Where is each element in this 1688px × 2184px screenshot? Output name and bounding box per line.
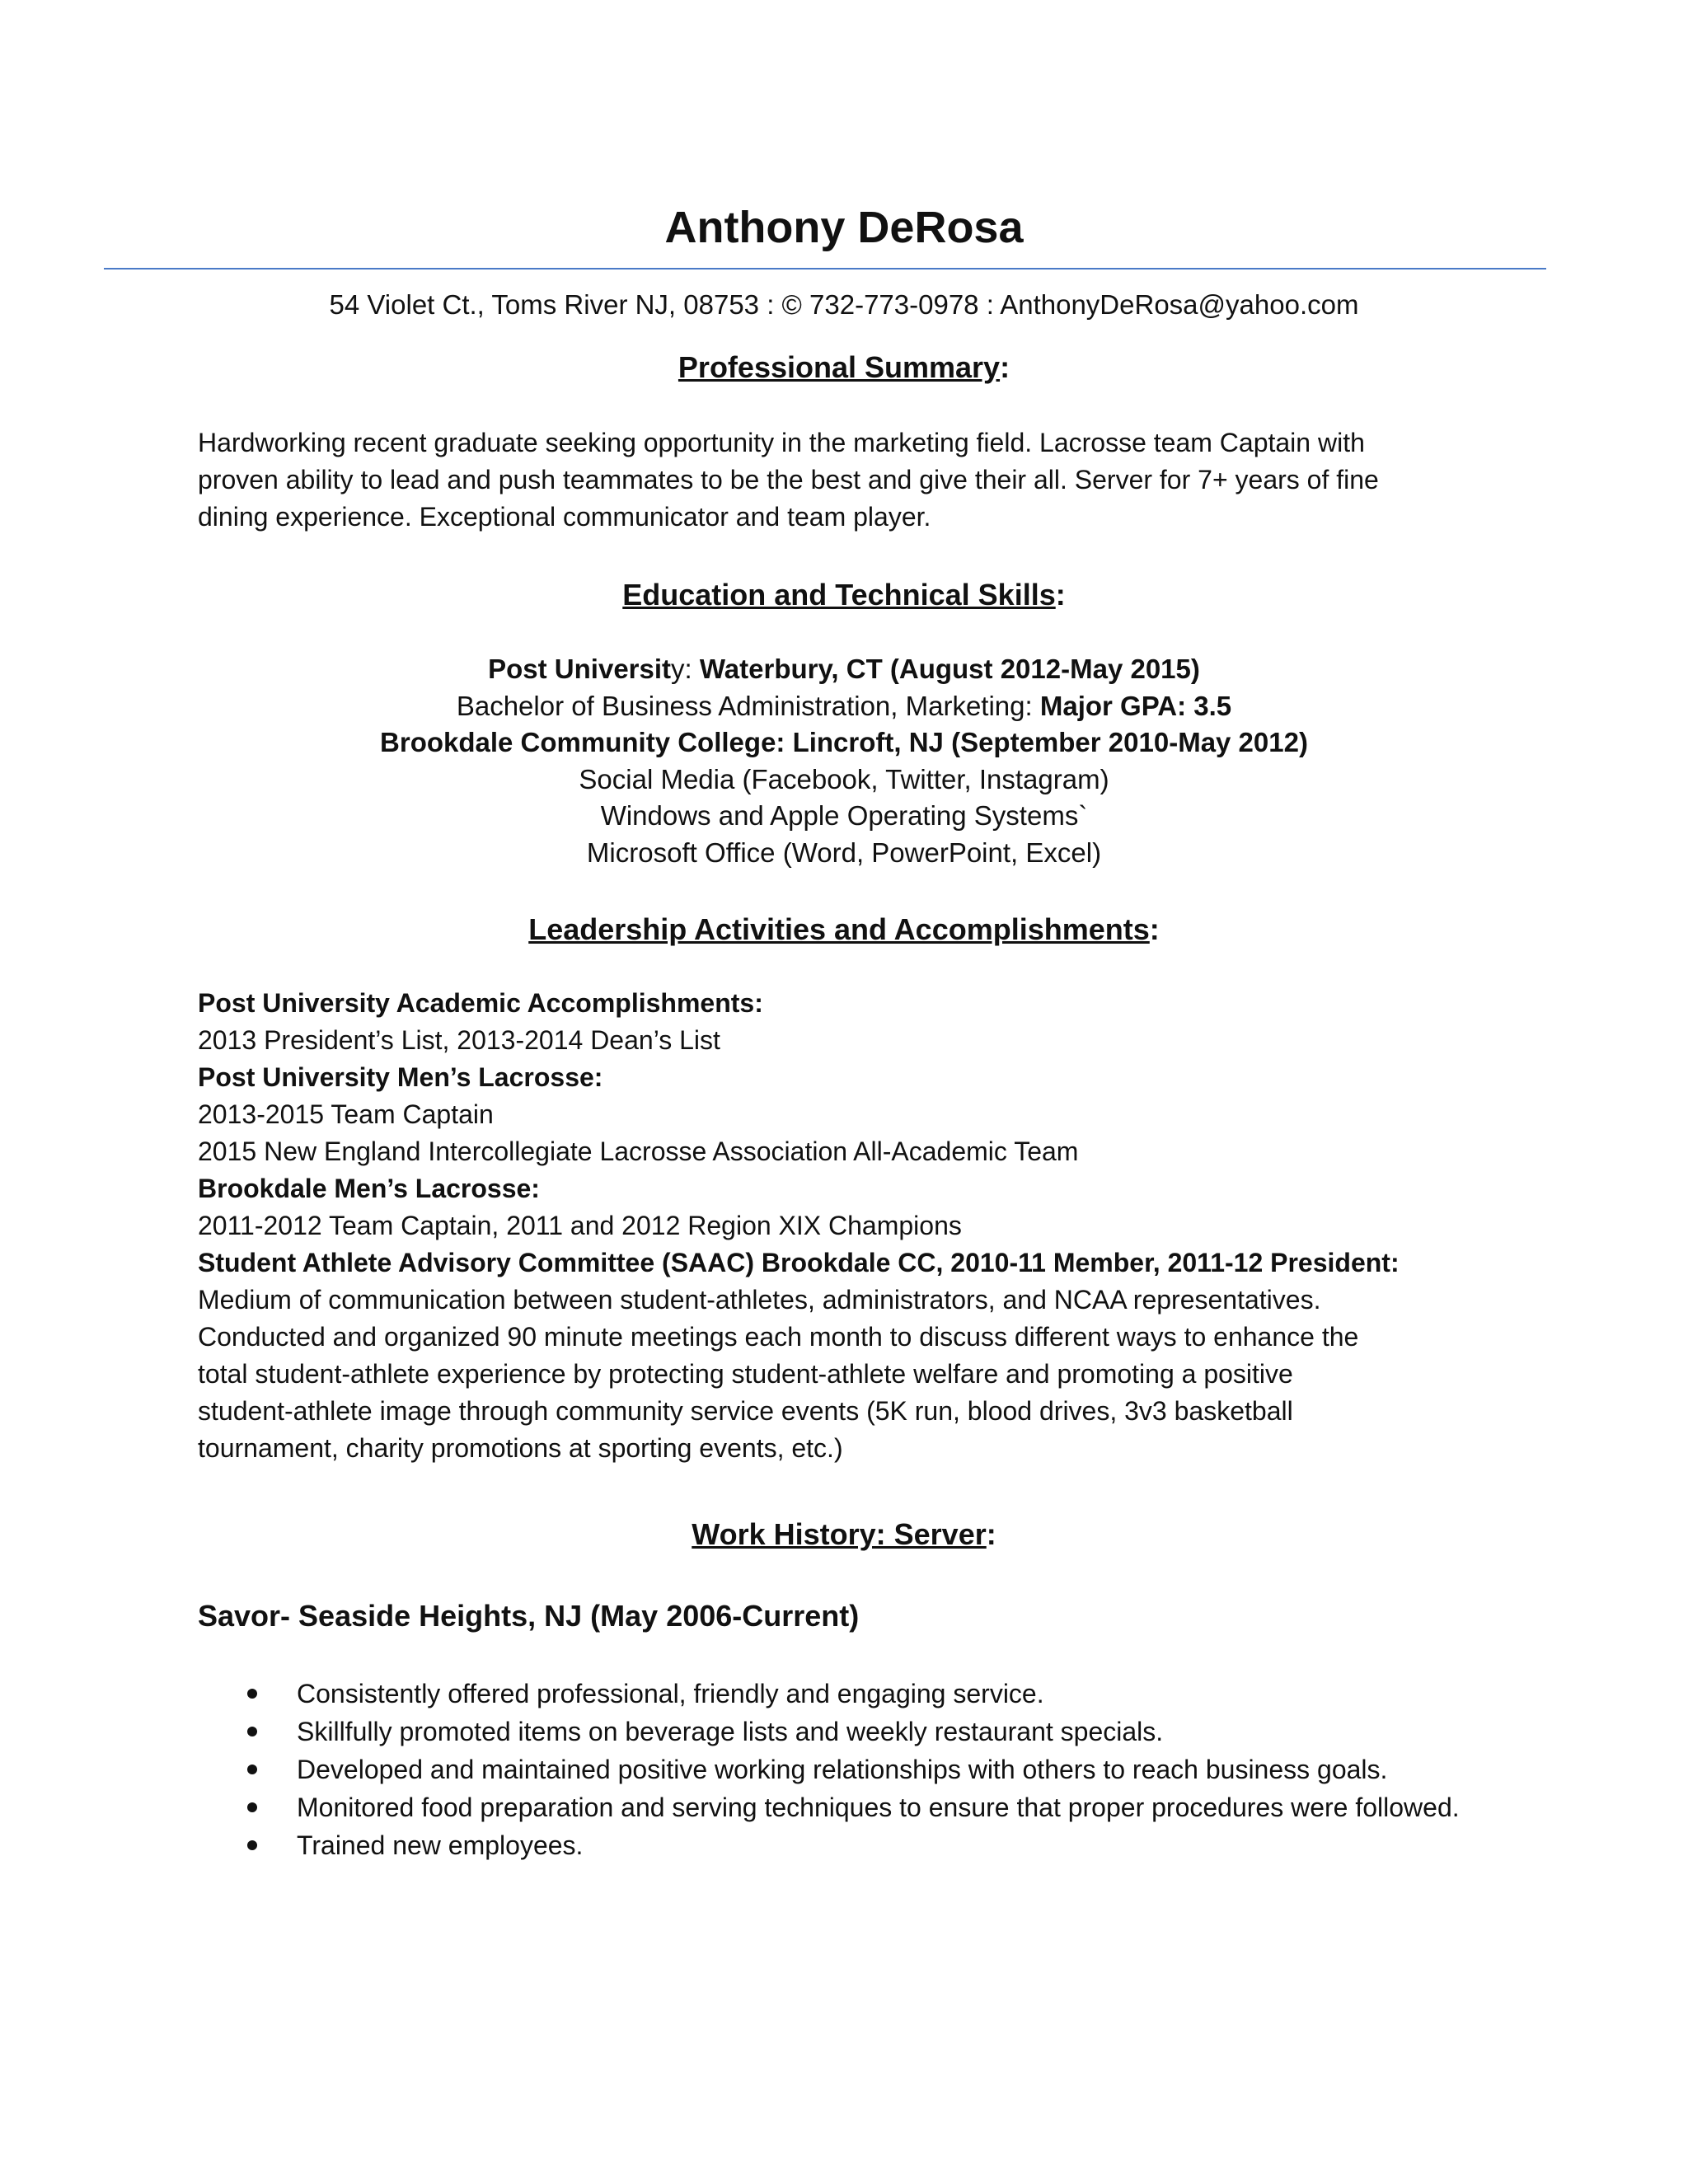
skill-line: Social Media (Facebook, Twitter, Instagram) [579,763,1109,794]
saac-line: student-athlete image through community service events (5K run, blood drives, 3v3 basketball [198,1396,1293,1426]
summary-heading [0,347,1688,388]
bullet-icon [247,1689,257,1699]
work-heading [0,1514,1688,1555]
education-heading [0,574,1688,616]
post-university-name-tail: y [671,654,685,684]
bullet-icon [247,1765,257,1774]
degree-text: Bachelor of Business Administration, Marketing: [456,690,1040,721]
education-block [0,651,1688,871]
post-university-name: Post Universit [488,654,672,684]
leadership-block [198,985,1517,1467]
summary-paragraph [198,424,1517,536]
lacrosse-item: 2013-2015 Team Captain [198,1099,494,1129]
summary-heading-text: Professional Summary [678,350,1001,384]
duty-text: Developed and maintained positive working relationships with others to reach business goals. [297,1755,1388,1784]
duty-text: Monitored food preparation and serving techniques to ensure that proper procedures were followed. [297,1793,1460,1822]
skill-line: Microsoft Office (Word, PowerPoint, Excel) [586,837,1102,868]
leadership-heading [0,909,1688,950]
work-heading-colon: : [986,1517,996,1551]
skill-line: Windows and Apple Operating Systems` [600,800,1088,831]
education-heading-text: Education and Technical Skills [622,578,1056,612]
duty-text: Trained new employees. [297,1830,584,1860]
bullet-icon [247,1727,257,1736]
post-university-line [0,651,1688,688]
education-heading-colon: : [1055,578,1066,612]
summary-line: dining experience. Exceptional communicator and team player. [198,502,931,532]
degree-gpa: Major GPA: 3.5 [1039,690,1232,721]
list-item [198,1713,1533,1750]
duty-text: Skillfully promoted items on beverage lists and weekly restaurant specials. [297,1717,1164,1746]
list-item [198,1826,1533,1864]
list-item [198,1788,1533,1826]
list-item [198,1750,1533,1788]
saac-line: Medium of communication between student-athletes, administrators, and NCAA representatives. [198,1285,1321,1315]
summary-line: proven ability to lead and push teammates to be the best and give their all. Server for 7+ years of fine [198,465,1379,494]
bullet-icon [247,1802,257,1812]
candidate-name: Anthony DeRosa [664,203,1024,252]
saac-line: total student-athlete experience by protecting student-athlete welfare and promoting a positive [198,1359,1293,1389]
academic-item: 2013 President’s List, 2013-2014 Dean’s List [198,1025,720,1055]
post-university-sep: : [684,654,700,684]
bullet-icon [247,1840,257,1850]
post-university-details: Waterbury, CT (August 2012-May 2015) [699,654,1200,684]
summary-line: Hardworking recent graduate seeking opportunity in the marketing field. Lacrosse team Captain with [198,428,1365,457]
brookdale-lacrosse-item: 2011-2012 Team Captain, 2011 and 2012 Region XIX Champions [198,1211,962,1240]
brookdale-lacrosse-title: Brookdale Men’s Lacrosse: [198,1174,540,1203]
duty-text: Consistently offered professional, friendly and engaging service. [297,1679,1044,1708]
work-heading-text: Work History: Server [692,1517,987,1551]
leadership-heading-text: Leadership Activities and Accomplishments [528,912,1150,946]
summary-heading-colon: : [1000,350,1010,384]
saac-line: tournament, charity promotions at sporting events, etc.) [198,1433,843,1463]
duties-list [198,1675,1533,1864]
leadership-heading-colon: : [1149,912,1160,946]
saac-line: Conducted and organized 90 minute meetings each month to discuss different ways to enhance the [198,1322,1359,1352]
brookdale-line: Brookdale Community College: Lincroft, NJ (September 2010-May 2012) [380,727,1308,757]
employer-line: Savor- Seaside Heights, NJ (May 2006-Current) [198,1599,860,1633]
contact-line: 54 Violet Ct., Toms River NJ, 08753 : © 732-773-0978 : AnthonyDeRosa@yahoo.com [329,289,1359,320]
header-divider [104,268,1546,269]
saac-title: Student Athlete Advisory Committee (SAAC) Brookdale CC, 2010-11 Member, 2011-12 President: [198,1248,1400,1277]
academic-title: Post University Academic Accomplishments: [198,988,763,1018]
degree-line [0,688,1688,725]
lacrosse-item: 2015 New England Intercollegiate Lacrosse Association All-Academic Team [198,1137,1079,1166]
list-item [198,1675,1533,1713]
lacrosse-title: Post University Men’s Lacrosse: [198,1062,603,1092]
